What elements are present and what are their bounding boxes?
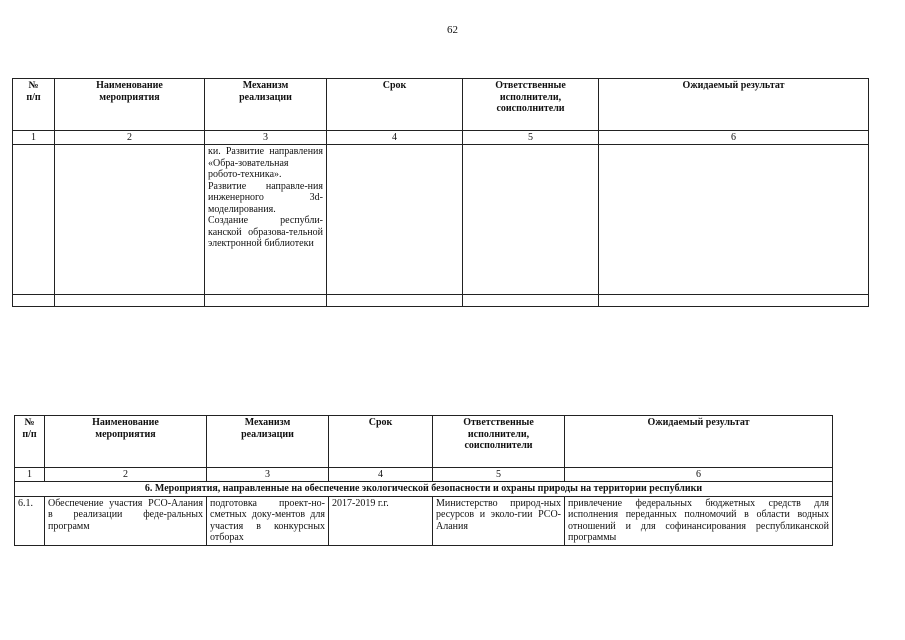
row-mechanism: ки. Развитие направления «Обра-зовательная робото-техника». Развитие направле-ния инженерного 3d-моделирования. Создание республи-канской образова-тельной электронной библиотеки bbox=[205, 145, 327, 295]
header-responsible: Ответственные исполнители, соисполнители bbox=[463, 79, 599, 131]
column-number: 4 bbox=[327, 131, 463, 145]
empty-row bbox=[13, 295, 869, 307]
header-name: Наименование мероприятия bbox=[55, 79, 205, 131]
table-row bbox=[15, 496, 833, 545]
header-term: Срок bbox=[327, 79, 463, 131]
row-term bbox=[327, 145, 463, 295]
column-number: 4 bbox=[329, 468, 433, 482]
column-number: 2 bbox=[45, 468, 207, 482]
table-row bbox=[13, 145, 869, 295]
page-number: 62 bbox=[447, 24, 458, 36]
header-result: Ожидаемый результат bbox=[565, 416, 833, 468]
row-num: 6.1. bbox=[15, 496, 45, 545]
row-result: привлечение федеральных бюджетных средств для исполнения переданных полномочий в области водных отношений и для софинансирования республиканской программы bbox=[565, 496, 833, 545]
column-number: 1 bbox=[15, 468, 45, 482]
section-title: 6. Мероприятия, направленные на обеспечение экологической безопасности и охраны природы на территории республики bbox=[15, 482, 833, 497]
header-result: Ожидаемый результат bbox=[599, 79, 869, 131]
row-result bbox=[599, 145, 869, 295]
header-responsible: Ответственные исполнители, соисполнители bbox=[433, 416, 565, 468]
section-row bbox=[15, 482, 833, 497]
header-num: № п/п bbox=[13, 79, 55, 131]
column-number: 1 bbox=[13, 131, 55, 145]
row-name: Обеспечение участия РСО-Алания в реализации феде-ральных программ bbox=[45, 496, 207, 545]
header-mechanism: Механизм реализации bbox=[205, 79, 327, 131]
header-num: № п/п bbox=[15, 416, 45, 468]
column-numbers-row bbox=[13, 131, 869, 145]
column-number: 5 bbox=[433, 468, 565, 482]
column-number: 5 bbox=[463, 131, 599, 145]
column-number: 3 bbox=[207, 468, 329, 482]
row-term: 2017-2019 г.г. bbox=[329, 496, 433, 545]
column-number: 3 bbox=[205, 131, 327, 145]
row-responsible bbox=[463, 145, 599, 295]
column-number: 2 bbox=[55, 131, 205, 145]
header-mechanism: Механизм реализации bbox=[207, 416, 329, 468]
column-numbers-row bbox=[15, 468, 833, 482]
column-number: 6 bbox=[599, 131, 869, 145]
row-num bbox=[13, 145, 55, 295]
activities-table-section-6 bbox=[14, 415, 833, 546]
header-name: Наименование мероприятия bbox=[45, 416, 207, 468]
header-term: Срок bbox=[329, 416, 433, 468]
row-name bbox=[55, 145, 205, 295]
column-number: 6 bbox=[565, 468, 833, 482]
row-responsible: Министерство природ-ных ресурсов и эколо-гии РСО-Алания bbox=[433, 496, 565, 545]
activities-table-continued bbox=[12, 78, 869, 307]
row-mechanism: подготовка проект-но-сметных доку-ментов для участия в конкурсных отборах bbox=[207, 496, 329, 545]
